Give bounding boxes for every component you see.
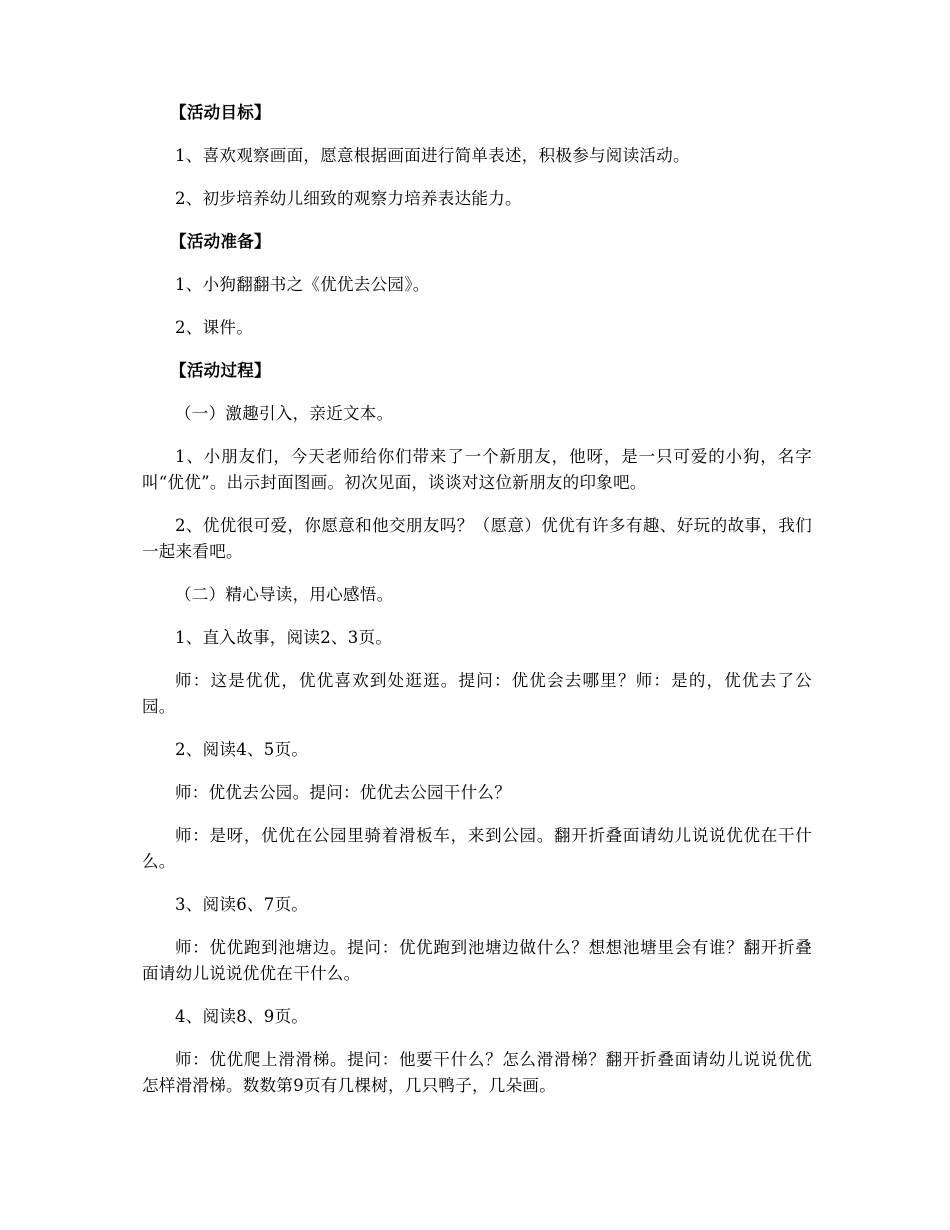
paragraph: 1、小狗翻翻书之《优优去公园》。 (175, 275, 430, 294)
paragraph: 师：优优跑到池塘边。提问：优优跑到池塘边做什么？想想池塘里会有谁？翻开折叠面请幼儿说说优优在干什么。 (142, 938, 812, 983)
paragraph: 1、喜欢观察画面，愿意根据画面进行简单表述，积极参与阅读活动。 (175, 146, 690, 165)
section-title: （二）精心导读，用心感悟。 (175, 585, 394, 604)
paragraph: 师：这是优优，优优喜欢到处逛逛。提问：优优会去哪里？师：是的，优优去了公园。 (142, 671, 812, 716)
heading-activity-process: 【活动过程】 (170, 361, 271, 380)
paragraph: 2、阅读4、5页。 (175, 740, 309, 759)
paragraph: 4、阅读8、9页。 (175, 1007, 309, 1026)
paragraph: 师：优优去公园。提问：优优去公园干什么？ (175, 783, 511, 802)
paragraph: 2、初步培养幼儿细致的观察力培养表达能力。 (175, 189, 522, 208)
heading-activity-goals: 【活动目标】 (170, 103, 271, 122)
paragraph: 师：优优爬上滑滑梯。提问：他要干什么？怎么滑滑梯？翻开折叠面请幼儿说说优优怎样滑滑梯。数数第9页有几棵树，几只鸭子，几朵画。 (142, 1050, 812, 1095)
heading-activity-preparation: 【活动准备】 (170, 232, 271, 251)
paragraph: 1、直入故事，阅读2、3页。 (175, 628, 393, 647)
paragraph: 师：是呀，优优在公园里骑着滑板车，来到公园。翻开折叠面请幼儿说说优优在干什么。 (142, 826, 812, 871)
section-title: （一）激趣引入，亲近文本。 (175, 404, 394, 423)
paragraph: 2、优优很可爱，你愿意和他交朋友吗？（愿意）优优有许多有趣、好玩的故事，我们一起来看吧。 (142, 516, 812, 561)
paragraph: 3、阅读6、7页。 (175, 895, 309, 914)
document-body (142, 100, 812, 1116)
paragraph: 1、小朋友们，今天老师给你们带来了一个新朋友，他呀，是一只可爱的小狗，名字叫“优优”。出示封面图画。初次见面，谈谈对这位新朋友的印象吧。 (142, 447, 812, 492)
paragraph: 2、课件。 (175, 318, 253, 337)
